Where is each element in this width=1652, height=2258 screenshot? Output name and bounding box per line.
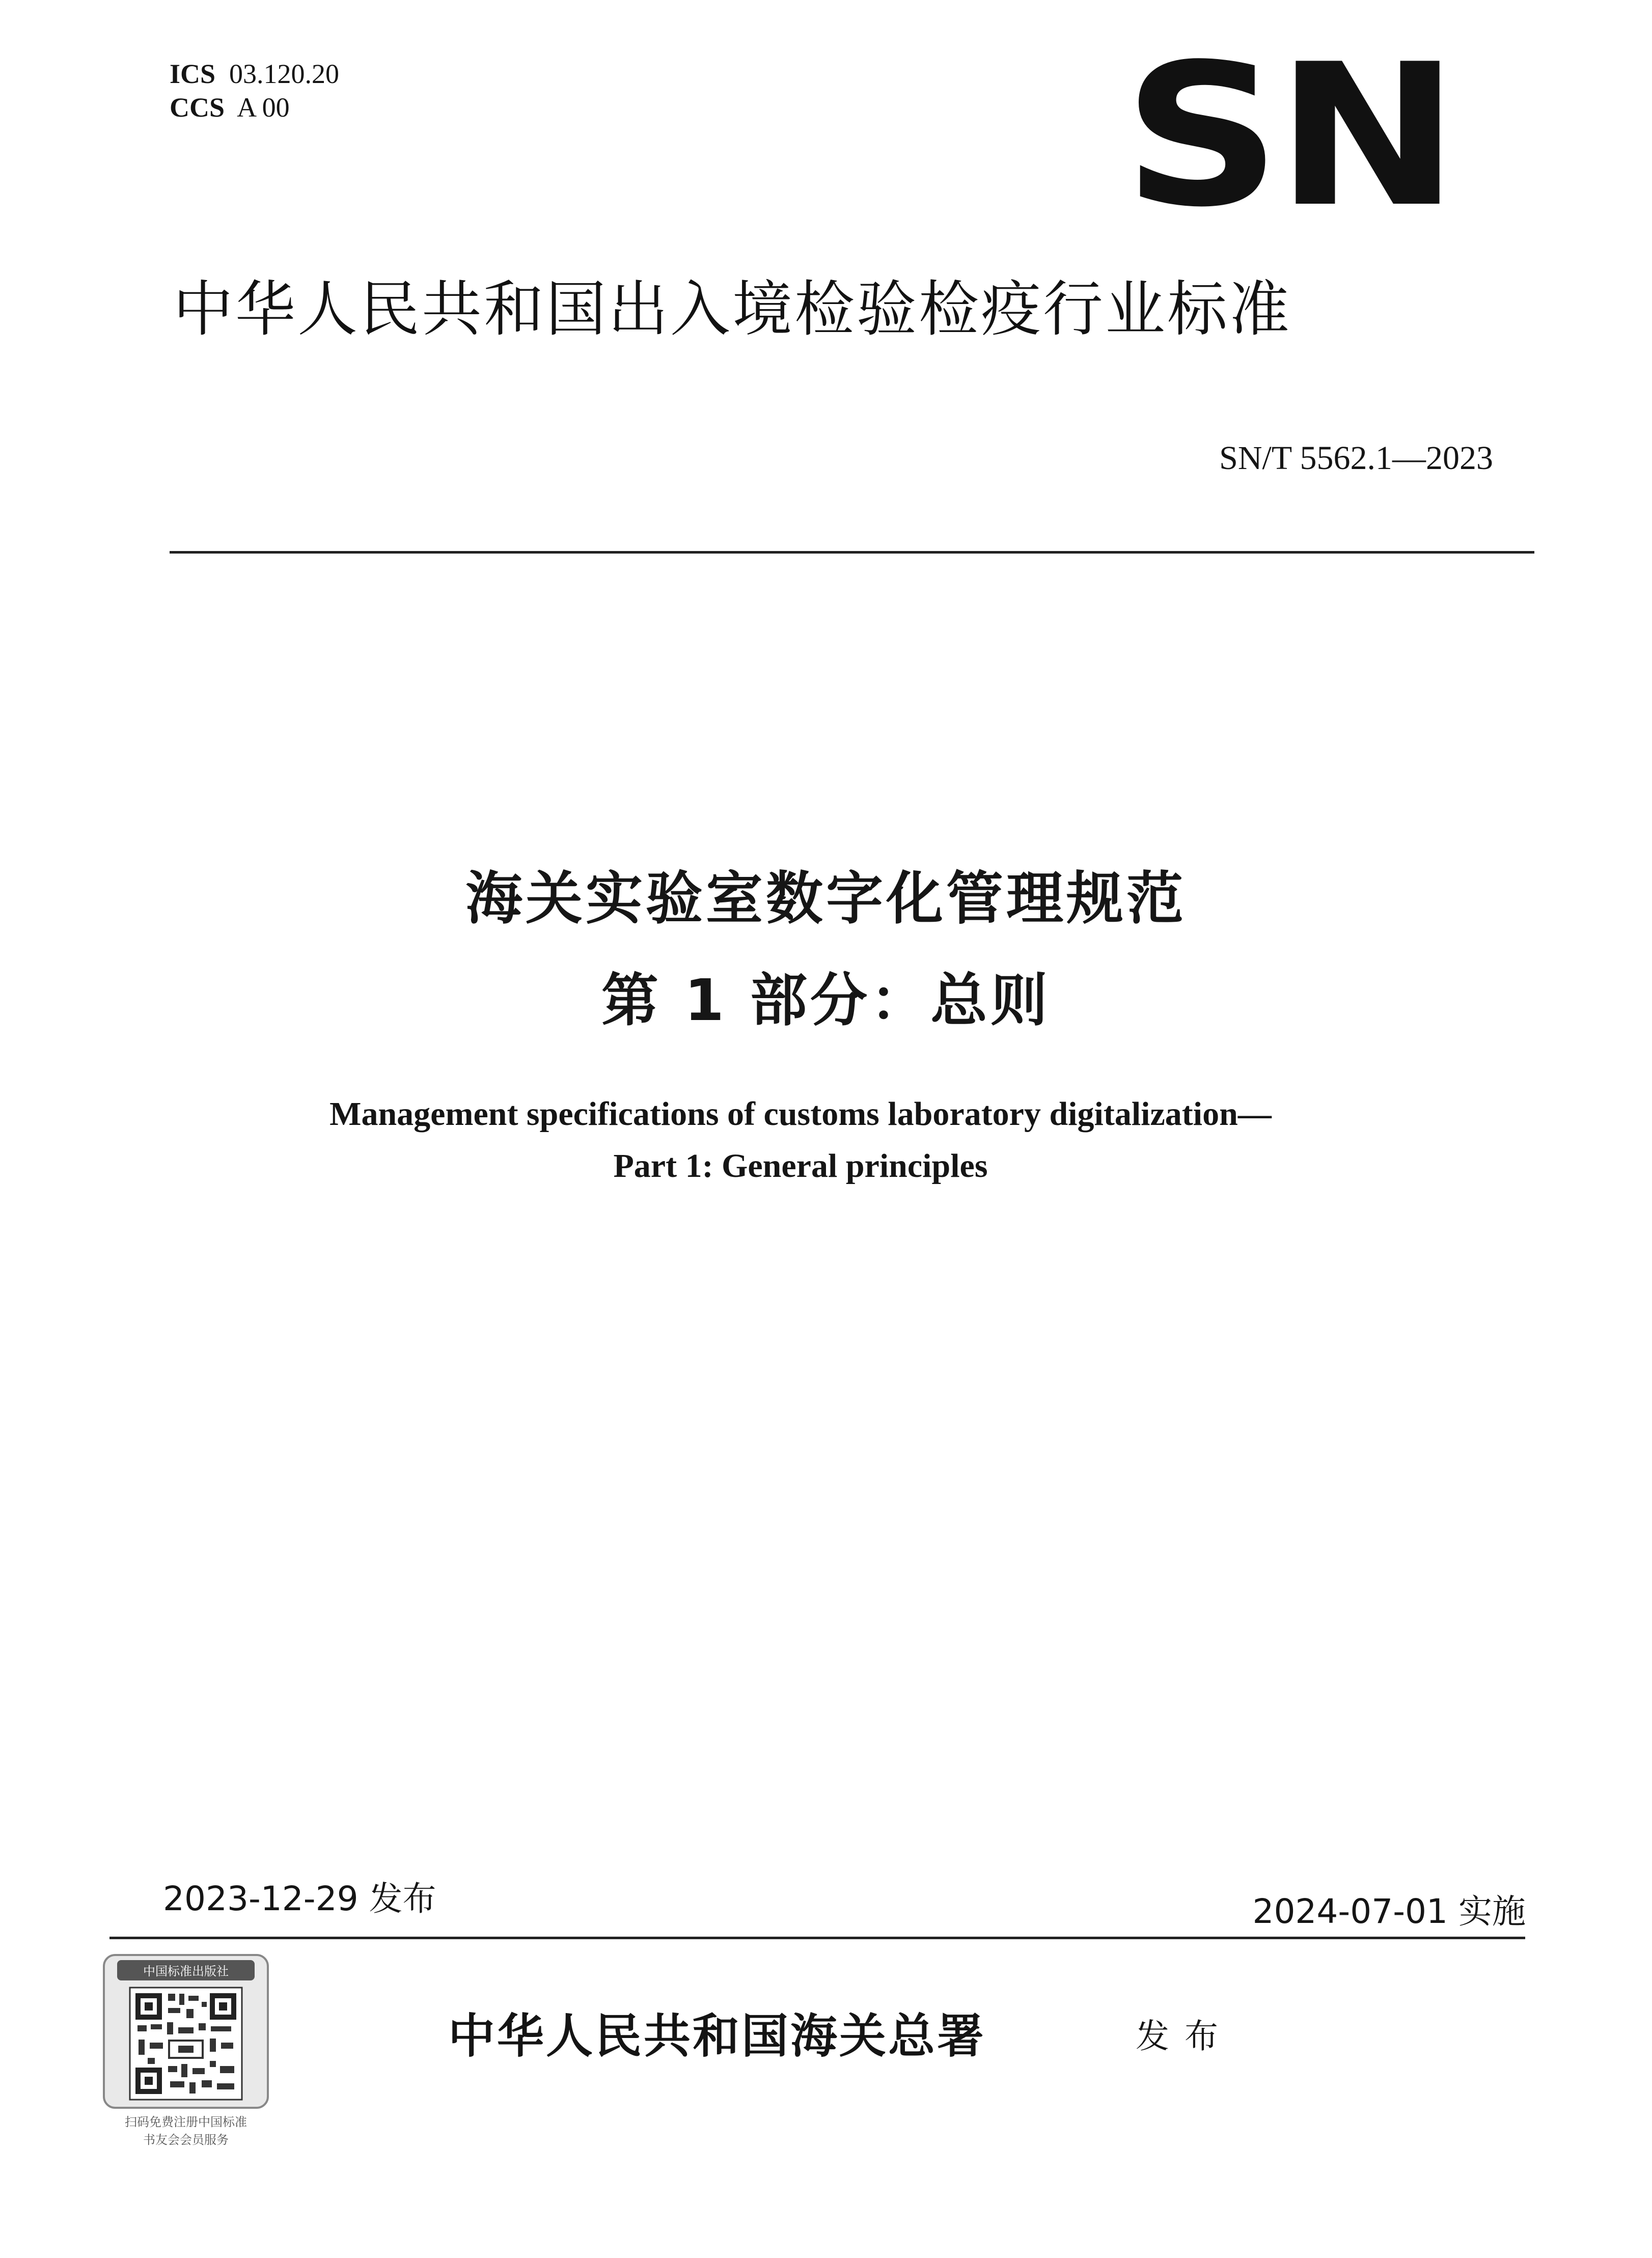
stamp-header: 中国标准出版社 xyxy=(143,1964,229,1978)
ics-line xyxy=(170,57,339,91)
ccs-line xyxy=(170,91,339,124)
qr-code-stamp[interactable] xyxy=(102,1953,270,2157)
stamp-caption-1: 扫码免费注册中国标准 xyxy=(125,2115,247,2129)
title-en-line-1: Management specifications of customs laboratory digitalization— xyxy=(329,1095,1272,1133)
qr-code-icon xyxy=(130,1988,242,2100)
ics-label: ICS xyxy=(170,59,216,89)
bottom-divider xyxy=(109,1937,1525,1939)
stamp-caption-2: 书友会会员服务 xyxy=(143,2133,229,2147)
title-cn-line-1: 海关实验室数字化管理规范 xyxy=(465,866,1187,932)
sn-logo xyxy=(1118,51,1459,214)
publisher-name: 中华人民共和国海关总署 xyxy=(448,2008,986,2063)
title-en-line-2: Part 1: General principles xyxy=(613,1147,988,1185)
implementation-date: 2024-07-01 实施 xyxy=(1252,1892,1526,1931)
industry-standard-title: 中华人民共和国出入境检验检疫行业标准 xyxy=(173,274,1292,344)
ccs-code: A 00 xyxy=(237,92,290,123)
title-cn-line-2: 第 1 部分：总则 xyxy=(601,968,1051,1034)
classification-codes xyxy=(170,57,339,124)
issue-date: 2023-12-29 发布 xyxy=(163,1879,436,1918)
top-divider xyxy=(170,551,1534,554)
sn-logo-text: SN xyxy=(1123,51,1454,214)
publish-action: 发布 xyxy=(1136,2017,1233,2056)
ccs-label: CCS xyxy=(170,92,225,123)
standard-number: SN/T 5562.1—2023 xyxy=(1219,439,1493,477)
ics-code: 03.120.20 xyxy=(229,59,340,89)
